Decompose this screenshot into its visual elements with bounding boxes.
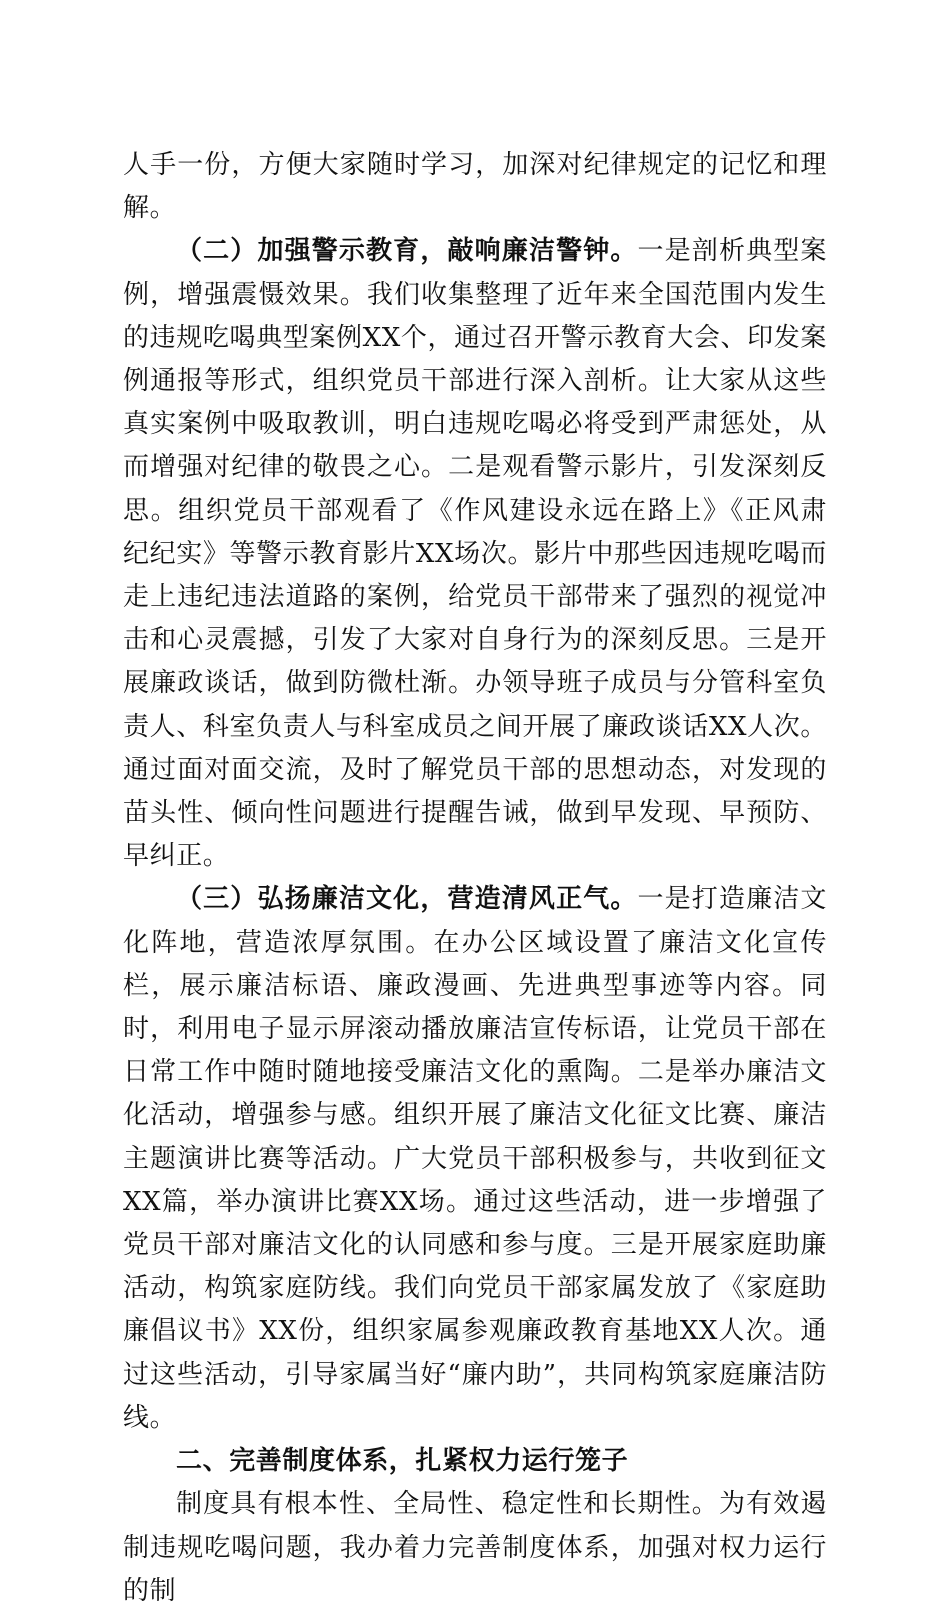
paragraph-text: 人手一份，方便大家随时学习，加深对纪律规定的记忆和理解。: [123, 150, 827, 224]
paragraph-section-3: [123, 878, 827, 1440]
paragraph-chapter-2-intro: [123, 1483, 827, 1613]
chapter-heading: [123, 1440, 827, 1483]
paragraph-text: 一是剖析典型案例，增强震慑效果。我们收集整理了近年来全国范围内发生的违规吃喝典型案例XX个，通过召开警示教育大会、印发案例通报等形式，组织党员干部进行深入剖析。让大家从这些真实案例中吸取教训，明白违规吃喝必将受到严肃惩处，从而增强对纪律的敬畏之心。二是观看警示影片，引发深刻反思。组织党员干部观看了《作风建设永远在路上》《正风肃纪纪实》等警示教育影片XX场次。影片中那些因违规吃喝而走上违纪违法道路的案例，给党员干部带来了强烈的视觉冲击和心灵震撼，引发了大家对自身行为的深刻反思。三是开展廉政谈话，做到防微杜渐。办领导班子成员与分管科室负责人、科室负责人与科室成员之间开展了廉政谈话XX人次。通过面对面交流，及时了解党员干部的思想动态，对发现的苗头性、倾向性问题进行提醒告诫，做到早发现、早预防、早纠正。: [123, 236, 828, 872]
section-3-heading: （三）弘扬廉洁文化，营造清风正气。: [176, 884, 638, 915]
document-body: [123, 144, 827, 1613]
paragraph-text: 制度具有根本性、全局性、稳定性和长期性。为有效遏制违规吃喝问题，我办着力完善制度体系，加强对权力运行的制: [123, 1489, 827, 1606]
section-2-heading: （二）加强警示教育，敲响廉洁警钟。: [176, 236, 638, 267]
paragraph-text: 一是打造廉洁文化阵地，营造浓厚氛围。在办公区域设置了廉洁文化宣传栏，展示廉洁标语、廉政漫画、先进典型事迹等内容。同时，利用电子显示屏滚动播放廉洁宣传标语，让党员干部在日常工作中随时随地接受廉洁文化的熏陶。二是举办廉洁文化活动，增强参与感。组织开展了廉洁文化征文比赛、廉洁主题演讲比赛等活动。广大党员干部积极参与，共收到征文XX篇，举办演讲比赛XX场。通过这些活动，进一步增强了党员干部对廉洁文化的认同感和参与度。三是开展家庭助廉活动，构筑家庭防线。我们向党员干部家属发放了《家庭助廉倡议书》XX份，组织家属参观廉政教育基地XX人次。通过这些活动，引导家属当好“廉内助”，共同构筑家庭廉洁防线。: [123, 884, 828, 1433]
paragraph-continuation: [123, 144, 827, 230]
chapter-2-title: 二、完善制度体系，扎紧权力运行笼子: [176, 1446, 629, 1477]
paragraph-section-2: [123, 230, 827, 878]
